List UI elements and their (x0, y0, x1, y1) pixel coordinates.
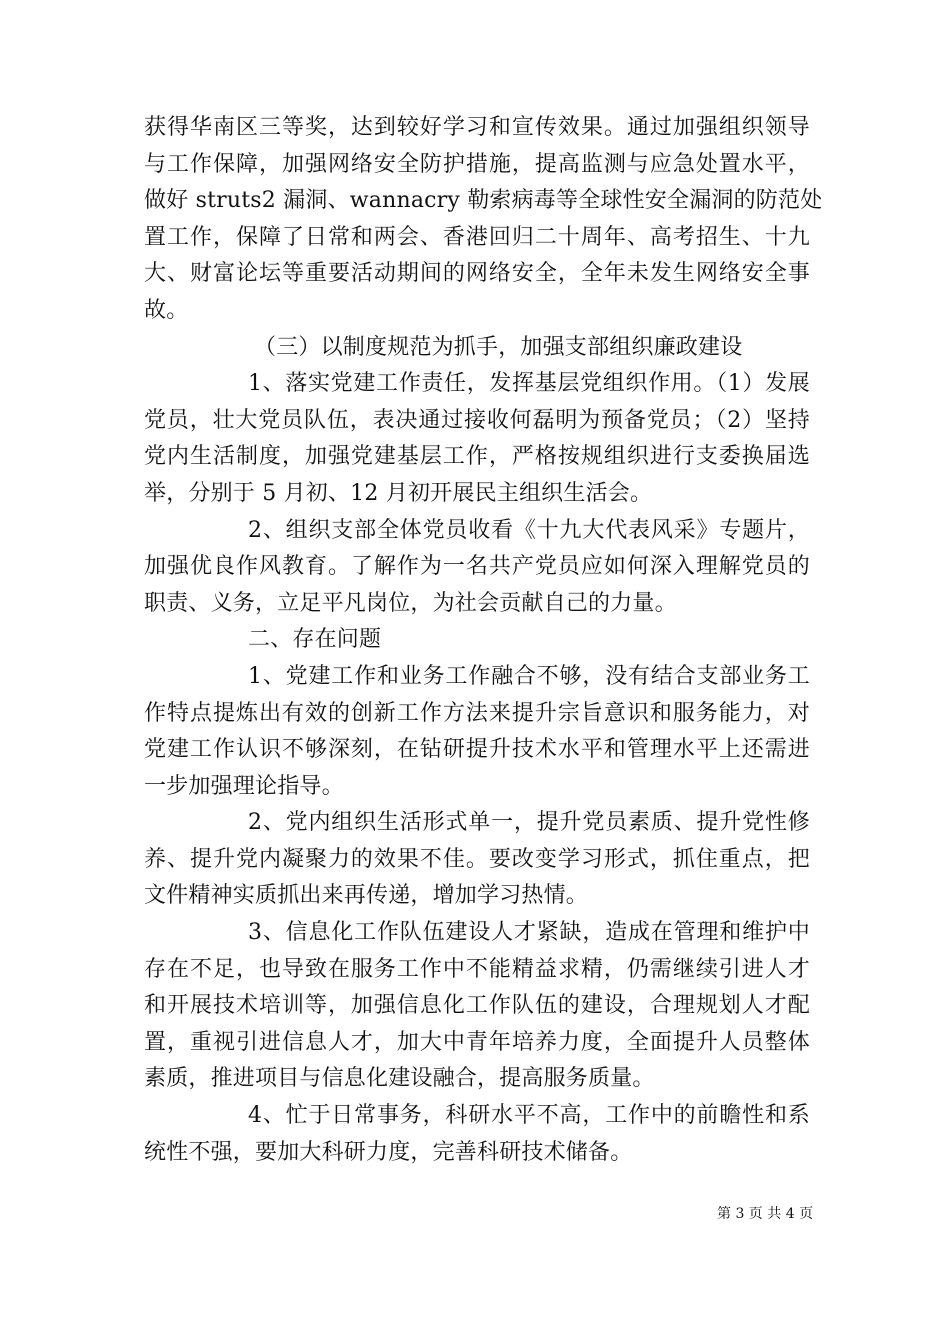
body-line: 职责、义务，立足平凡岗位，为社会贡献自己的力量。 (144, 590, 677, 616)
body-line: 养、提升党内凝聚力的效果不佳。要改变学习形式，抓住重点，把 (144, 846, 810, 872)
body-line: 3、信息化工作队伍建设人才紧缺，造成在管理和维护中 (248, 920, 810, 946)
body-line: 置工作，保障了日常和两会、香港回归二十周年、高考招生、十九 (144, 224, 810, 250)
body-line: 故。 (144, 297, 189, 323)
body-line: 一步加强理论指导。 (144, 773, 344, 799)
page-number-footer: 第 3 页 共 4 页 (717, 1206, 814, 1222)
body-line: 举，分别于 5 月初、12 月初开展民主组织生活会。 (144, 480, 653, 506)
body-line: 文件精神实质抓出来再传递，增加学习热情。 (144, 883, 589, 909)
body-line: 2、党内组织生活形式单一，提升党员素质、提升党性修 (248, 810, 810, 836)
body-line: 统性不强，要加大科研力度，完善科研技术储备。 (144, 1139, 633, 1165)
body-line: 2、组织支部全体党员收看《十九大代表风采》专题片， (248, 517, 810, 543)
section-heading: 二、存在问题 (248, 627, 382, 653)
body-line: 1、党建工作和业务工作融合不够，没有结合支部业务工 (248, 663, 810, 689)
body-line: 1、落实党建工作责任，发挥基层党组织作用。（1）发展 (248, 371, 810, 397)
body-line: 素质，推进项目与信息化建设融合，提高服务质量。 (144, 1066, 655, 1092)
body-line: 置，重视引进信息人才，加大中青年培养力度，全面提升人员整体 (144, 1029, 810, 1055)
document-body (144, 110, 823, 1171)
body-line: 党建工作认识不够深刻，在钻研提升技术水平和管理水平上还需进 (144, 737, 810, 763)
body-line: 党员，壮大党员队伍，表决通过接收何磊明为预备党员；（2）坚持 (144, 407, 810, 433)
body-line: 与工作保障，加强网络安全防护措施，提高监测与应急处置水平， (144, 151, 810, 177)
body-line: 存在不足，也导致在服务工作中不能精益求精，仍需继续引进人才 (144, 956, 810, 982)
body-line: 大、财富论坛等重要活动期间的网络安全，全年未发生网络安全事 (144, 261, 810, 287)
body-line: 和开展技术培训等，加强信息化工作队伍的建设，合理规划人才配 (144, 993, 810, 1019)
body-line: 做好 struts2 漏洞、wannacry 勒索病毒等全球性安全漏洞的防范处 (144, 188, 823, 214)
section-heading: （三）以制度规范为抓手，加强支部组织廉政建设 (254, 334, 743, 360)
body-line: 作特点提炼出有效的创新工作方法来提升宗旨意识和服务能力，对 (144, 700, 810, 726)
body-line: 获得华南区三等奖，达到较好学习和宣传效果。通过加强组织领导 (144, 115, 810, 140)
body-line: 党内生活制度，加强党建基层工作，严格按规组织进行支委换届选 (144, 444, 810, 470)
body-line: 加强优良作风教育。了解作为一名共产党员应如何深入理解党员的 (144, 554, 810, 580)
body-line: 4、忙于日常事务，科研水平不高，工作中的前瞻性和系 (248, 1103, 810, 1129)
